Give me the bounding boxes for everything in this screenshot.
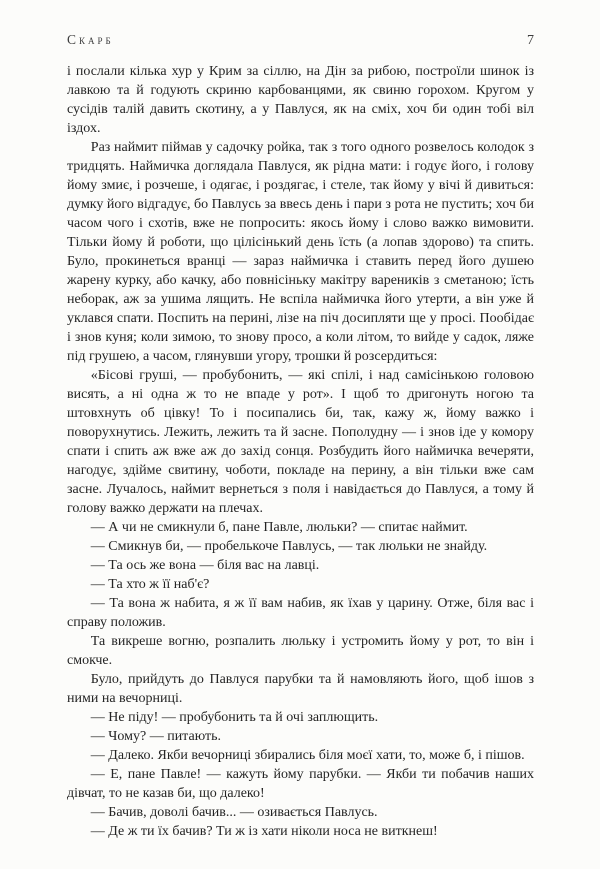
paragraph: «Бісові груші, — пробубонить, — які спілі, і над самісінькою головою висять, а ні одна ж то не впаде у рот». І щоб то дригонуть ногою та штовхнуть об цівку! То і посипались би, так, кажу ж, йому важко і поворухнутись. Лежить, лежить та й засне. Пополудну — і знов іде у комору спати і спить аж вже аж до захід сонця. Розбудить його наймичка вечеряти, нагодує, здійме свитину, чоботи, покладе на перину, а він тільки вже сам засне. Лучалось, наймит вернеться з поля і навідається до Павлуся, а тому й голову важко держати на плечах. bbox=[67, 368, 534, 516]
paragraph-dialogue: — Чому? — питають. bbox=[90, 729, 221, 744]
paragraph-dialogue: — Е, пане Павле! — кажуть йому парубки. — Якби ти побачив наших дівчат, то не казав би, що далеко! bbox=[67, 767, 534, 801]
paragraph-dialogue: — Де ж ти їх бачив? Ти ж із хати ніколи носа не виткнеш! bbox=[90, 824, 438, 839]
paragraph: Раз наймит піймав у садочку ройка, так з того одного розвелось колодок з тридцять. Наймичка доглядала Павлуся, як рідна мати: і годує його, і голову йому змиє, і розчеше, і одягає, і роздягає, і стеле, так йому у вічі й дивиться: думку його відгадує, бо Павлусь за ввесь день і пари з рота не пустить; хоч би часом чого і схотів, вже не попросить: якось йому і слово важко вимовити. Тільки йому й роботи, що цілісінький день їсть (а лопав здорово) та спить. Було, прокинеться вранці — зараз наймичка і ставить перед його душею жарену курку, або качку, або повнісіньку макітру вареників з сметаною; їсть неборак, аж за ушима лящить. Не вспіла наймичка його утерти, а він уже й уклався спати. Поспить на перині, лізе на піч досипляти ще у просі. Пообідає і знов куня; коли зимою, то знову просо, а коли літом, то вийде у садок, ляже під грушею, а часом, глянувши угору, трошки й розсердиться: bbox=[67, 140, 534, 364]
paragraph-dialogue: — Смикнув би, — пробелькоче Павлусь, — так люльки не знайду. bbox=[90, 539, 488, 554]
paragraph: Було, прийдуть до Павлуся парубки та й намовляють його, щоб ішов з ними на вечорниці. bbox=[67, 672, 534, 706]
page-header bbox=[67, 32, 534, 49]
paragraph-dialogue: — Та вона ж набита, я ж її вам набив, як їхав у царину. Отже, біля вас і справу положив. bbox=[67, 596, 534, 630]
paragraph: і послали кілька хур у Крим за сіллю, на Дін за рибою, построїли шинок із лавкою та й годують скриню карбованцями, як свиню горохом. Кругом у сусідів талій давить скотину, а у Павлуся, як на сміх, хоч би один тобі віл іздох. bbox=[67, 64, 534, 136]
page-body bbox=[67, 62, 534, 841]
paragraph-dialogue: — Та ось же вона — біля вас на лавці. bbox=[90, 558, 320, 573]
paragraph-dialogue: — А чи не смикнули б, пане Павле, люльки? — спитає наймит. bbox=[90, 520, 468, 535]
paragraph-dialogue: — Бачив, доволі бачив... — озивається Павлусь. bbox=[90, 805, 378, 820]
running-title: Скарб bbox=[67, 32, 114, 47]
paragraph: Та викреше вогню, розпалить люльку і устромить йому у рот, то він і смокче. bbox=[67, 634, 534, 668]
page-number: 7 bbox=[527, 33, 534, 48]
paragraph-dialogue: — Далеко. Якби вечорниці збирались біля моєї хати, то, може б, і пішов. bbox=[90, 748, 525, 763]
paragraph-dialogue: — Не піду! — пробубонить та й очі заплющить. bbox=[90, 710, 379, 725]
paragraph-dialogue: — Та хто ж її наб'є? bbox=[90, 577, 210, 592]
